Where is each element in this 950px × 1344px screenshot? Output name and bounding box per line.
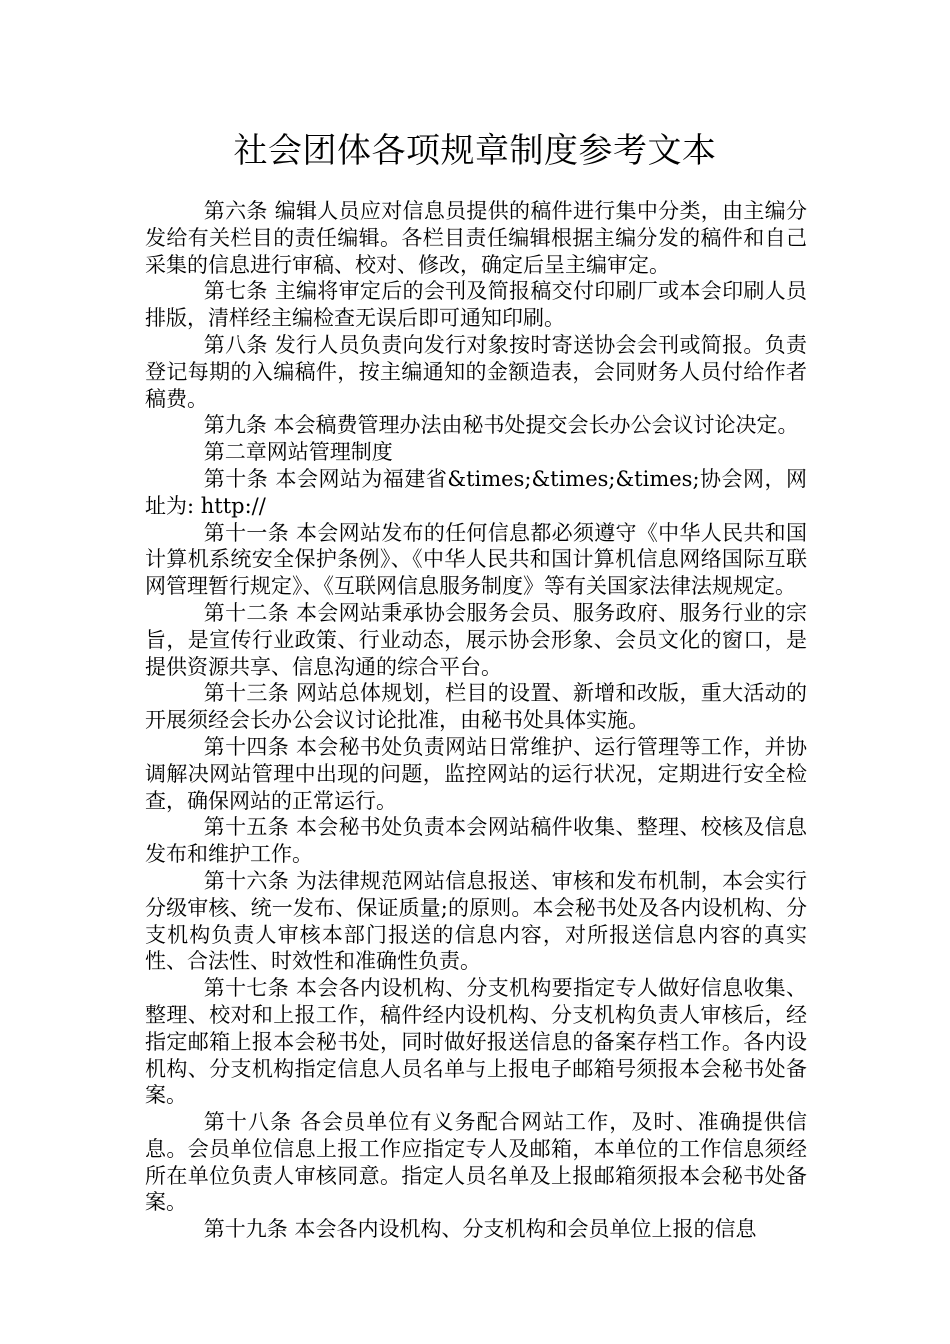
article-14-paragraph: 第十四条 本会秘书处负责网站日常维护、运行管理等工作，并协调解决网站管理中出现的问题，监控网站的运行状况，定期进行安全检查，确保网站的正常运行。 [145,734,807,813]
article-12-paragraph: 第十二条 本会网站秉承协会服务会员、服务政府、服务行业的宗旨，是宣传行业政策、行业动态，展示协会形象、会员文化的窗口，是提供资源共享、信息沟通的综合平台。 [145,600,807,679]
article-18-paragraph: 第十八条 各会员单位有义务配合网站工作，及时、准确提供信息。会员单位信息上报工作应指定专人及邮箱，本单位的工作信息须经所在单位负责人审核同意。指定人员名单及上报邮箱须报本会秘书处备案。 [145,1110,807,1215]
article-19-paragraph: 第十九条 本会各内设机构、分支机构和会员单位上报的信息 [203,1217,757,1242]
article-16-paragraph: 第十六条 为法律规范网站信息报送、审核和发布机制，本会实行 分级审核、统一发布、保证质量;的原则。本会秘书处及各内设机构、分支机构负责人审核本部门报送的信息内容，对所报送信息内容的真实性、合法性、时效性和准确性负责。 [145,868,807,974]
article-10-paragraph: 第十条 本会网站为福建省&times;&times;&times;协会网，网址为: http:// [145,466,807,518]
article-15-paragraph: 第十五条 本会秘书处负责本会网站稿件收集、整理、校核及信息发布和维护工作。 [145,815,807,867]
article-8-paragraph: 第八条 发行人员负责向发行对象按时寄送协会会刊或简报。负责登记每期的入编稿件，按主编通知的金额造表，会同财务人员付给作者稿费。 [145,332,807,411]
article-7-paragraph: 第七条 主编将审定后的会刊及简报稿交付印刷厂或本会印刷人员排版，清样经主编检查无误后即可通知印刷。 [145,279,807,331]
chapter-2-heading: 第二章网站管理制度 [203,440,393,465]
document-title: 社会团体各项规章制度参考文本 [233,131,717,171]
article-17-paragraph: 第十七条 本会各内设机构、分支机构要指定专人做好信息收集、整理、校对和上报工作，稿件经内设机构、分支机构负责人审核后，经指定邮箱上报本会秘书处，同时做好报送信息的备案存档工作。各内设机构、分支机构指定信息人员名单与上报电子邮箱号须报本会秘书处备案。 [145,976,807,1108]
article-6-paragraph: 第六条 编辑人员应对信息员提供的稿件进行集中分类，由主编分发给有关栏目的责任编辑。各栏目责任编辑根据主编分发的稿件和自己采集的信息进行审稿、校对、修改，确定后呈主编审定。 [145,199,807,277]
article-11-paragraph: 第十一条 本会网站发布的任何信息都必须遵守《中华人民共和国计算机系统安全保护条例》、《中华人民共和国计算机信息网络国际互联网管理暂行规定》、《互联网信息服务制度》等有关国家法律法规规定。 [145,520,807,599]
article-13-paragraph: 第十三条 网站总体规划，栏目的设置、新增和改版，重大活动的开展须经会长办公会议讨论批准，由秘书处具体实施。 [145,681,807,733]
article-9-paragraph: 第九条 本会稿费管理办法由秘书处提交会长办公会议讨论决定。 [203,413,799,438]
document-body [145,198,807,1243]
